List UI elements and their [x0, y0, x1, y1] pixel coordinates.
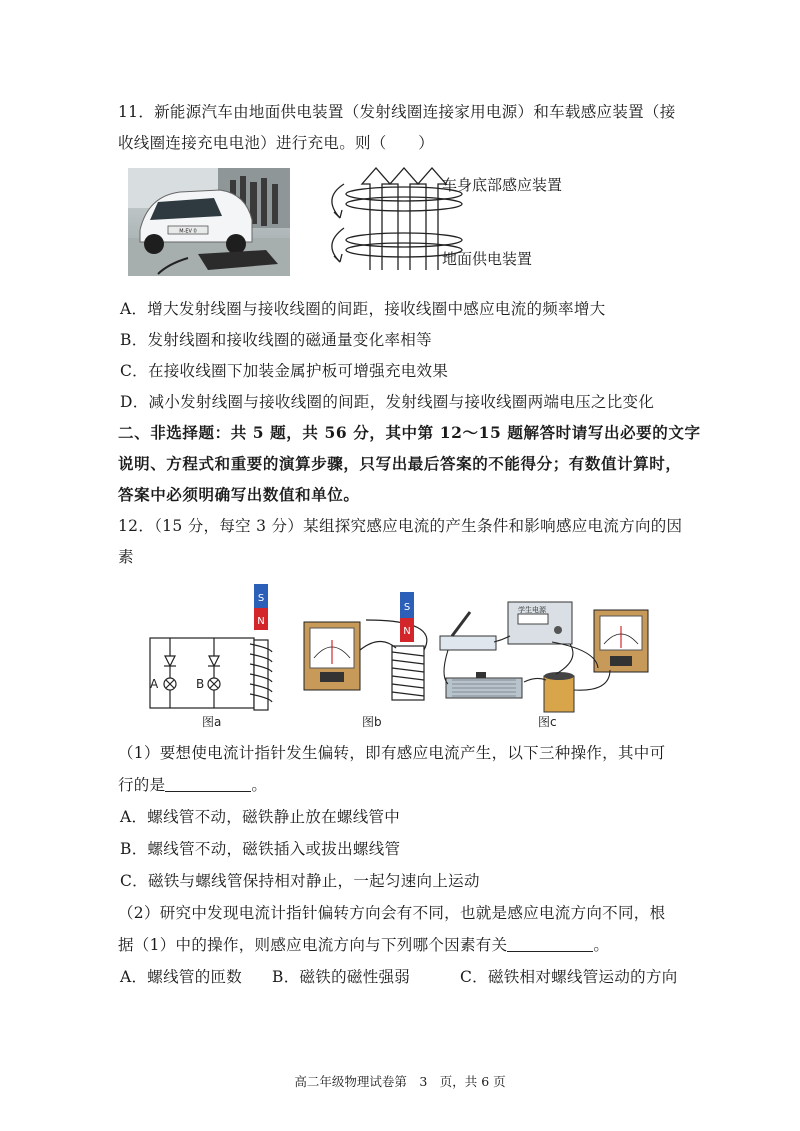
q12-part1-line2: [118, 773, 267, 795]
caption-b: 图b: [362, 715, 382, 729]
page-footer: 高二年级物理试卷第 3 页，共 6 页: [294, 1074, 506, 1089]
galvanometer-c: [594, 610, 648, 672]
q12-part2-line2: [118, 933, 609, 955]
q11-option-d: D．减小发射线圈与接收线圈的间距，发射线圈与接收线圈两端电压之比变化: [120, 393, 655, 411]
q12-part1-option-a: A．螺线管不动，磁铁静止放在螺线管中: [120, 808, 401, 826]
q12-part2-line1: （2）研究中发现电流计指针偏转方向会有不同，也就是感应电流方向不同，根: [118, 904, 666, 922]
magnet-a-n-label: N: [257, 616, 265, 627]
magnet-b-n-label: N: [403, 626, 411, 637]
q12-part2-prefix: 据（1）中的操作，则感应电流方向与下列哪个因素有关: [118, 936, 508, 954]
q12-part1-prefix: 行的是: [118, 776, 166, 794]
magnet-a-s-label: S: [257, 593, 265, 604]
magnet-b-s-label: S: [403, 602, 411, 613]
experiment-figures: [140, 580, 680, 732]
section2-line2: 说明、方程式和重要的演算步骤，只写出最后答案的不能得分；有数值计算时，: [118, 454, 682, 473]
q12-part2-option-a: A．螺线管的匝数: [120, 968, 243, 986]
q12-part1-line1: （1）要想使电流计指针发生偏转，即有感应电流产生，以下三种操作，其中可: [118, 744, 666, 762]
q11-stem-line2: 收线圈连接充电电池）进行充电。则（ ）: [118, 134, 435, 152]
induction-coil-diagram: [316, 162, 566, 274]
label-ground-coil: 地面供电装置: [442, 250, 533, 268]
q12-part2-end: 。: [593, 936, 610, 954]
q12-part2-option-c: C．磁铁相对螺线管运动的方向: [460, 968, 678, 986]
q12-part1-option-b: B．螺线管不动，磁铁插入或拔出螺线管: [120, 840, 401, 858]
label-vehicle-coil: 车身底部感应装置: [442, 176, 563, 194]
coil-c: [544, 672, 574, 712]
caption-a: 图a: [202, 715, 222, 729]
lamp-a-label: A: [150, 677, 159, 691]
q11-option-b: B．发射线圈和接收线圈的磁通量变化率相等: [120, 331, 432, 349]
q12-stem-line1: 12．（15 分，每空 3 分）某组探究感应电流的产生条件和影响感应电流方向的因: [118, 517, 683, 535]
q11-option-c: C．在接收线圈下加装金属护板可增强充电效果: [120, 362, 449, 380]
q12-part1-answer-blank[interactable]: [165, 775, 251, 792]
q11-option-a: A．增大发射线圈与接收线圈的间距，接收线圈中感应电流的频率增大: [120, 300, 606, 318]
figure-a: [150, 638, 254, 708]
section2-line1: 二、非选择题：共 5 题，共 56 分，其中第 12～15 题解答时请写出必要的文字: [118, 423, 701, 442]
q12-part1-end: 。: [251, 776, 268, 794]
rheostat-c: [446, 672, 522, 698]
ev-charging-photo: [128, 168, 290, 276]
galvanometer-b: [304, 622, 360, 690]
section2-line3: 答案中必须明确写出数值和单位。: [118, 485, 360, 504]
q12-part1-option-c: C．磁铁与螺线管保持相对静止，一起匀速向上运动: [120, 872, 480, 890]
caption-c: 图c: [538, 715, 557, 729]
switch-c: [440, 612, 496, 650]
q12-part2-answer-blank[interactable]: [507, 935, 593, 952]
q11-stem-line1: 11．新能源汽车由地面供电装置（发射线圈连接家用电源）和车载感应装置（接: [118, 103, 676, 121]
power-supply-label: 学生电源: [518, 606, 546, 614]
coil-b: [360, 620, 427, 700]
lamp-b-label: B: [196, 677, 205, 691]
license-plate: M-EV 0: [179, 228, 197, 235]
q12-part2-option-b: B．磁铁的磁性强弱: [272, 968, 411, 986]
coil-a: [250, 640, 272, 710]
q12-stem-line2: 素: [118, 548, 134, 566]
